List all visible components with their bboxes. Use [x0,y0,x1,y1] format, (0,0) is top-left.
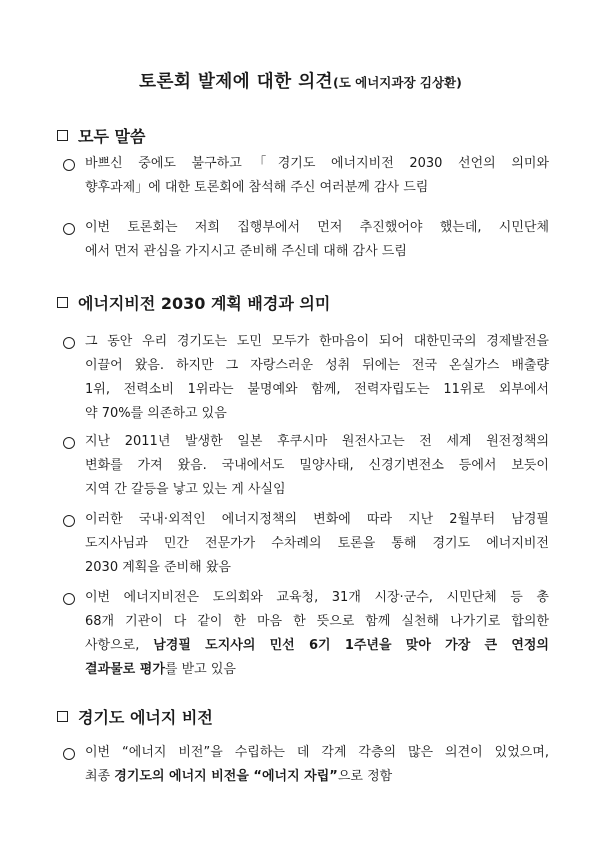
square-bullet-icon [57,711,68,722]
list-item [63,508,549,580]
text-line: 이번 에너지비전은 도의회와 교육청, 31개 시장·군수, 시민단체 등 총 [85,590,549,605]
text-run: 사항으로, [85,638,140,653]
list-item [63,741,549,789]
text-line-mixed [85,634,549,658]
text-line-mixed [85,765,549,789]
text-line: 1위, 전력소비 1위라는 불명예와 함께, 전력자립도는 11위로 외부에서 [85,382,549,397]
text-run: 를 받고 있음 [164,662,236,677]
emphasis-text: 결과물로 평가 [85,662,165,677]
section-heading-vision [57,705,213,728]
text-line: 2030 계획을 준비해 왔음 [85,560,231,575]
list-item [63,586,549,682]
circle-bullet-icon [63,748,75,760]
list-item [63,330,549,426]
text-line: 향후과제」에 대한 토론회에 참석해 주신 여러분께 감사 드림 [85,180,429,195]
text-run: 최종 [85,769,111,784]
text-line: 그 동안 우리 경기도는 도민 모두가 한마음이 되어 대한민국의 경제발전을 [85,334,549,349]
text-line: 이번 토론회는 저희 집행부에서 먼저 추진했어야 했는데, 시민단체 [85,220,549,235]
circle-bullet-icon [63,159,75,171]
page-title [0,68,601,93]
list-item [63,430,549,502]
circle-bullet-icon [63,515,75,527]
text-line: 도지사님과 민간 전문가가 수차례의 토론을 통해 경기도 에너지비전 [85,536,549,551]
text-line: 약 70%를 의존하고 있음 [85,406,227,421]
section-heading-text: 에너지비전 2030 계획 배경과 의미 [78,294,331,313]
circle-bullet-icon [63,337,75,349]
circle-bullet-icon [63,593,75,605]
square-bullet-icon [57,297,68,308]
text-line: 68개 기관이 다 같이 한 마음 한 뜻으로 함께 실천해 나가기로 합의한 [85,614,549,629]
text-line-mixed [85,658,549,682]
section-heading-text: 경기도 에너지 비전 [78,708,213,727]
title-presenter: (도 에너지과장 김상환) [333,75,462,90]
section-heading-background [57,291,330,314]
circle-bullet-icon [63,437,75,449]
emphasis-text: 남경필 도지사의 민선 6기 1주년을 맞아 가장 큰 연정의 [153,638,549,653]
text-line: 바쁘신 중에도 불구하고「경기도 에너지비전 2030 선언의 의미와 [85,156,549,171]
text-line: 변화를 가져 왔음. 국내에서도 밀양사태, 신경기변전소 등에서 보듯이 [85,458,549,473]
text-line: 지역 간 갈등을 낳고 있는 게 사실임 [85,482,286,497]
square-bullet-icon [57,130,68,141]
circle-bullet-icon [63,223,75,235]
list-item [63,152,549,200]
text-line: 이러한 국내·외적인 에너지정책의 변화에 따라 지난 2월부터 남경필 [85,512,549,527]
list-item [63,216,549,264]
section-heading-opening [57,124,145,147]
text-line: 이끌어 왔음. 하지만 그 자랑스러운 성취 뒤에는 전국 온실가스 배출량 [85,358,549,373]
text-line: 이번 “에너지 비전”을 수립하는 데 각계 각층의 많은 의견이 있었으며, [85,745,549,760]
text-run: 으로 정함 [337,769,393,784]
text-line: 에서 먼저 관심을 가지시고 준비해 주신데 대해 감사 드림 [85,244,407,259]
text-line: 지난 2011년 발생한 일본 후쿠시마 원전사고는 전 세계 원전정책의 [85,434,549,449]
title-main: 토론회 발제에 대한 의견 [139,72,333,92]
section-heading-text: 모두 말씀 [78,127,146,146]
emphasis-text: 경기도의 에너지 비전을 “에너지 자립” [114,769,338,784]
